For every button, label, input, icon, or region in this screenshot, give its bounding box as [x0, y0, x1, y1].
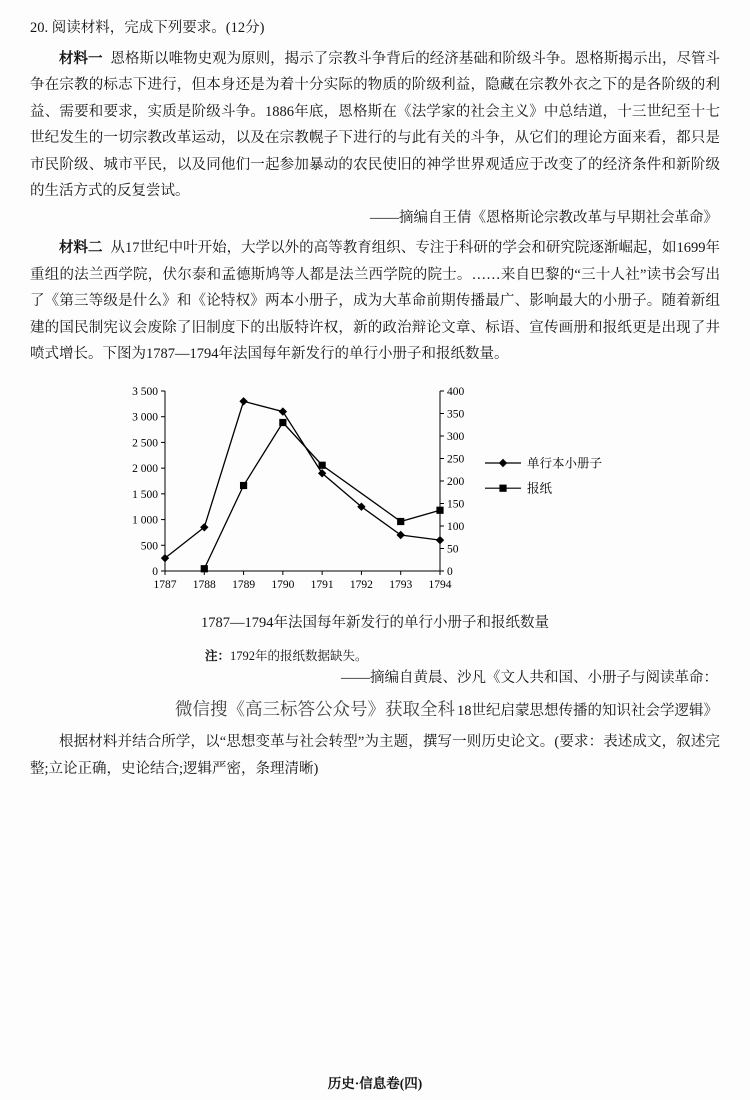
svg-text:100: 100	[447, 521, 465, 534]
svg-text:单行本小册子: 单行本小册子	[527, 456, 603, 471]
svg-text:2 000: 2 000	[132, 463, 158, 476]
line-chart	[95, 377, 655, 607]
svg-text:500: 500	[140, 540, 158, 553]
svg-text:250: 250	[447, 453, 465, 466]
chart-caption: 1787—1794年法国每年新发行的单行小册子和报纸数量	[201, 615, 549, 632]
svg-text:1792: 1792	[349, 579, 373, 592]
svg-text:300: 300	[447, 431, 465, 444]
svg-text:0: 0	[152, 566, 158, 579]
material-1-text: 恩格斯以唯物史观为原则，揭示了宗教斗争背后的经济基础和阶级斗争。恩格斯揭示出，尽管斗争在宗教的标志下进行，但本身还是为着十分实际的物质的阶级利益，隐藏在宗教外衣之下的是各阶级的利益、需要和要求，实质是阶级斗争。1886年底，恩格斯在《法学家的社会主义》中总结道，十三世纪至十七世纪发生的一切宗教改革运动，以及在宗教幌子下进行的与此有关的斗争，从它们的理论方面来看，都只是市民阶级、城市平民，以及同他们一起参加暴动的农民使旧的神学世界观适应于改变了的经济条件和新阶级的生活方式的反复尝试。	[30, 51, 721, 199]
watermark-text: 微信搜《高三标答公众号》获取全科	[175, 698, 455, 719]
svg-text:1793: 1793	[389, 579, 413, 592]
material-1-label: 材料一	[59, 51, 103, 67]
material-2-label: 材料二	[59, 240, 103, 257]
material-2-source-line2-text: 18世纪启蒙思想传播的知识社会学逻辑》	[457, 702, 718, 719]
material-1-source: ——摘编自王倩《恩格斯论宗教改革与早期社会革命》	[370, 210, 718, 227]
svg-text:200: 200	[447, 476, 465, 489]
chart-note-text: 1792年的报纸数据缺失。	[230, 649, 368, 664]
svg-text:150: 150	[447, 498, 465, 511]
material-2-source-line2	[30, 696, 718, 723]
task-paragraph: 根据材料并结合所学，以“思想变革与社会转型”为主题，撰写一则历史论文。(要求：表述成文，叙述完整;立论正确，史论结合;逻辑严密，条理清晰)	[30, 734, 720, 777]
material-2-source-line1: ——摘编自黄晨、沙凡《文人共和国、小册子与阅读革命：	[341, 670, 718, 687]
svg-text:1788: 1788	[192, 579, 216, 592]
svg-text:3 000: 3 000	[132, 412, 158, 425]
svg-text:1 500: 1 500	[132, 489, 158, 502]
svg-text:1789: 1789	[232, 579, 256, 592]
svg-text:350: 350	[447, 408, 465, 421]
svg-text:400: 400	[447, 386, 465, 399]
material-2-text: 从17世纪中叶开始，大学以外的高等教育组织、专注于科研的学会和研究院逐渐崛起，如1699年重组的法兰西学院，伏尔泰和孟德斯鸠等人都是法兰西学院的院士。……来自巴黎的“三十人社”读书会写出了《第三等级是什么》和《论特权》两本小册子，成为大革命前期传播最广、影响最大的小册子。随着新组建的国民制宪议会废除了旧制度下的出版特许权，新的政治辩论文章、标语、宣传画册和报纸更是出现了井喷式增长。下图为1787—1794年法国每年新发行的单行小册子和报纸数量。	[30, 240, 721, 362]
chart-note	[205, 646, 720, 664]
svg-text:1794: 1794	[428, 579, 452, 592]
page-footer: 历史·信息卷(四)	[327, 1076, 423, 1091]
material-1-paragraph	[30, 46, 720, 204]
svg-text:0: 0	[447, 566, 453, 579]
svg-text:1787: 1787	[153, 579, 177, 592]
chart-note-label: 注：	[205, 649, 231, 664]
svg-text:报纸: 报纸	[527, 482, 553, 497]
question-title: 20. 阅读材料，完成下列要求。(12分)	[30, 20, 265, 36]
material-2-paragraph	[30, 235, 720, 367]
svg-text:3 500: 3 500	[132, 386, 158, 399]
svg-text:1791: 1791	[310, 579, 334, 592]
svg-text:1790: 1790	[271, 579, 295, 592]
svg-text:2 500: 2 500	[132, 437, 158, 450]
svg-text:50: 50	[447, 543, 459, 556]
svg-text:1 000: 1 000	[132, 514, 158, 527]
chart-block	[95, 377, 655, 632]
